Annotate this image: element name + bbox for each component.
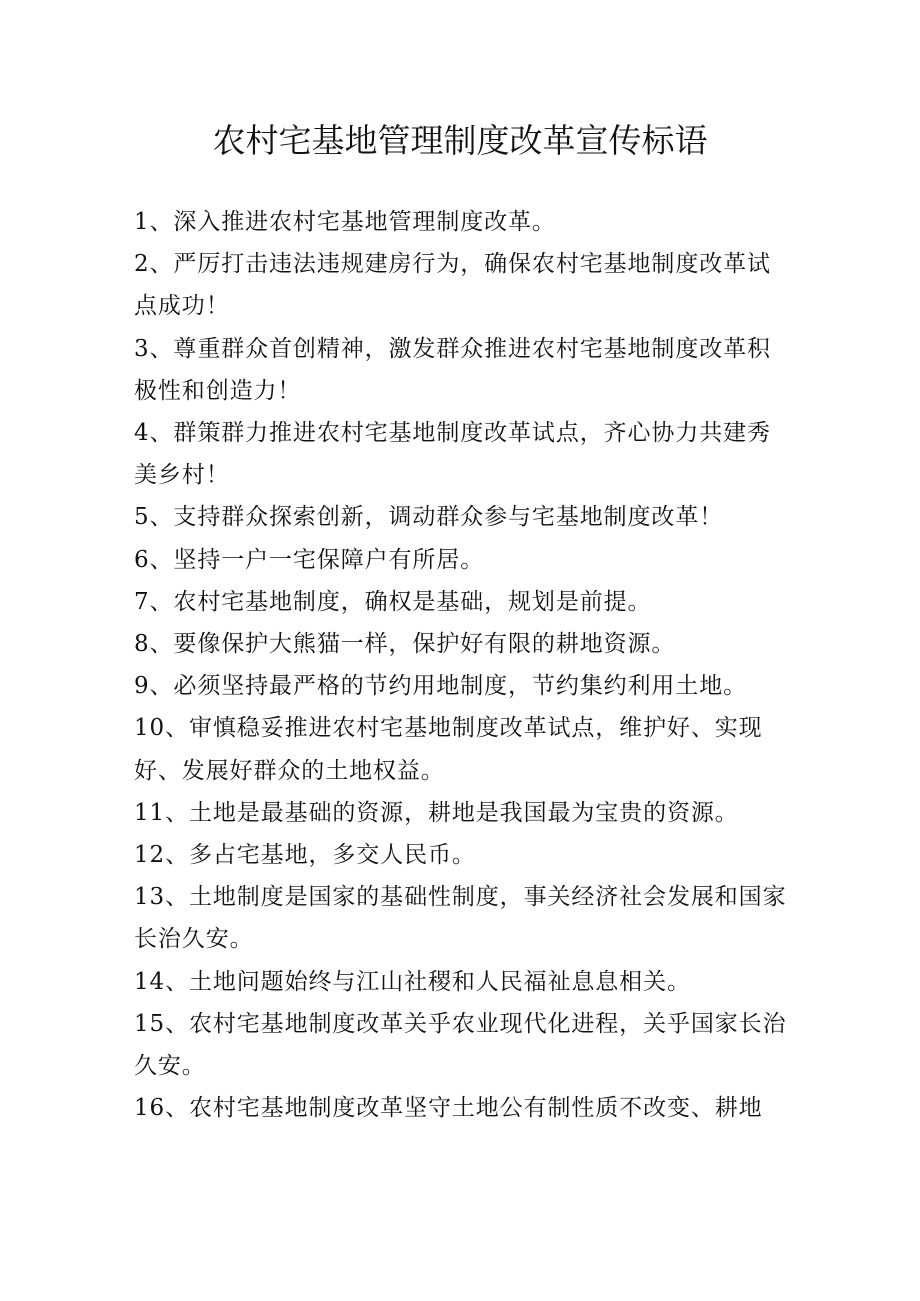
list-item: 12、多占宅基地，多交人民币。 (134, 842, 476, 869)
document-title: 农村宅基地管理制度改革宣传标语 (212, 121, 708, 160)
list-item: 3、尊重群众首创精神，激发群众推进农村宅基地制度改革积极性和创造力！ (134, 335, 771, 404)
list-item: 8、要像保护大熊猫一样，保护好有限的耕地资源。 (134, 631, 676, 658)
list-item: 1、深入推进农村宅基地管理制度改革。 (134, 209, 556, 235)
list-item: 15、农村宅基地制度改革关乎农业现代化进程，关乎国家长治久安。 (134, 1010, 787, 1080)
list-item: 10、审慎稳妥推进农村宅基地制度改革试点，维护好、实现好、发展好群众的土地权益。 (134, 715, 763, 784)
slogan-list (134, 201, 794, 1129)
list-item: 13、土地制度是国家的基础性制度，事关经济社会发展和国家长治久安。 (134, 884, 787, 953)
list-item: 4、群策群力推进农村宅基地制度改革试点，齐心协力共建秀美乡村！ (134, 420, 771, 489)
list-item: 16、农村宅基地制度改革坚守土地公有制性质不改变、耕地 (134, 1095, 763, 1122)
list-item: 2、严厉打击违法违规建房行为，确保农村宅基地制度改革试点成功！ (134, 251, 771, 320)
list-item: 11、土地是最基础的资源，耕地是我国最为宝贵的资源。 (134, 799, 739, 826)
list-item: 5、支持群众探索创新，调动群众参与宅基地制度改革！ (134, 504, 724, 531)
list-item: 6、坚持一户一宅保障户有所居。 (134, 546, 485, 573)
list-item: 9、必须坚持最严格的节约用地制度，节约集约利用土地。 (134, 673, 748, 700)
list-item: 7、农村宅基地制度，确权是基础，规划是前提。 (134, 588, 652, 615)
list-item: 14、土地问题始终与江山社稷和人民福祉息息相关。 (134, 968, 691, 995)
